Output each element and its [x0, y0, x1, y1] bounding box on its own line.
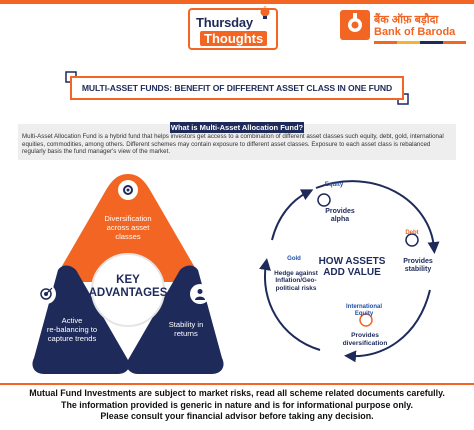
logo-line-1: Thursday	[196, 15, 253, 30]
gold-benefit-line2: Inflation/Geo-	[275, 277, 317, 285]
lightbulb-icon	[258, 6, 272, 20]
definition-text: Multi-Asset Allocation Fund is a hybrid fund that helps investors get access to a combination of different asset classes such equity, debt, gold, international equities, commodities, among others. Different schemes may contain exposure to different asset classes. Exposure to each asset class is rebalanced regularly basis the fund manager's view of the market.	[22, 133, 444, 156]
definition-heading	[170, 122, 304, 133]
user-icon	[193, 287, 207, 301]
advantage-diversification	[78, 214, 178, 241]
trefoil-shapes	[30, 170, 226, 374]
bank-name-english: Bank of Baroda	[374, 26, 456, 38]
key-advantages-title	[80, 274, 176, 300]
asset-value-cycle	[254, 170, 454, 366]
disclaimer-line-3: Please consult your financial advisor before taking any decision.	[100, 411, 374, 421]
equity-icon-bg	[318, 194, 330, 206]
gold-title: Gold	[287, 256, 301, 262]
equity-title: Equity	[324, 182, 344, 188]
advantage-rebalancing-line1: Active	[61, 316, 83, 325]
advantage-rebalancing	[32, 316, 112, 343]
key-advantages-title-line1: KEY	[116, 274, 140, 286]
disclaimer-footer	[0, 383, 474, 430]
advantage-diversification-line1: Diversification	[104, 214, 152, 223]
international-equity-benefit-line1: Provides	[351, 332, 379, 339]
debt-benefit-line1: Provides	[403, 258, 433, 265]
how-assets-add-value-title	[312, 256, 392, 278]
how-assets-add-value-line1: HOW ASSETS	[318, 256, 386, 267]
advantage-diversification-line3: classes	[115, 232, 141, 241]
equity-benefit-line2: alpha	[330, 216, 350, 223]
debt-benefit	[388, 258, 448, 274]
equity-benefit-line1: Provides	[325, 208, 355, 215]
international-equity-benefit-line2: diversification	[342, 339, 388, 347]
advantage-stability-line1: Stability in	[168, 320, 204, 329]
advantage-rebalancing-line2: re-balancing to	[46, 325, 98, 334]
gold-benefit-line3: political risks	[275, 284, 317, 292]
advantage-rebalancing-line3: capture trends	[47, 334, 97, 343]
international-equity-title	[334, 304, 394, 318]
advantage-stability	[146, 320, 226, 338]
disclaimer-line-1: Mutual Fund Investments are subject to market risks, read all scheme related documents carefully.	[29, 388, 445, 398]
international-equity-title-line1: International	[345, 304, 382, 310]
bank-name-hindi: बैंक ऑफ़ बड़ौदा	[374, 14, 439, 26]
bank-of-baroda-logo	[340, 8, 468, 52]
key-advantages-title-line2: ADVANTAGES	[88, 287, 168, 299]
international-equity-title-line2: Equity	[354, 311, 374, 317]
debt-title: Debt	[405, 230, 419, 236]
bank-color-stripe	[374, 41, 466, 44]
international-equity-benefit	[330, 332, 400, 347]
equity-benefit	[310, 208, 370, 224]
top-accent-bar	[0, 0, 474, 4]
page-title: MULTI-ASSET FUNDS: BENEFIT OF DIFFERENT ASSET CLASS IN ONE FUND	[81, 83, 393, 93]
definition-heading-text: What is Multi-Asset Allocation Fund?	[170, 123, 304, 132]
gold-benefit-line1: Hedge against	[274, 270, 318, 277]
bank-logo-mark-icon	[340, 10, 370, 40]
gear-icon	[121, 183, 135, 197]
logo-line-2: Thoughts	[200, 31, 267, 46]
advantage-stability-line2: returns	[174, 329, 198, 338]
advantage-diversification-line2: across asset	[106, 223, 150, 232]
target-icon	[39, 287, 53, 301]
arc-left-top	[272, 192, 308, 240]
key-advantages-diagram	[30, 170, 226, 374]
disclaimer-line-2: The information provided is generic in nature and is for informational purpose only.	[61, 399, 413, 410]
how-assets-add-value-line2: ADD VALUE	[323, 267, 381, 278]
title-banner	[70, 76, 404, 100]
debt-benefit-line2: stability	[404, 266, 432, 273]
